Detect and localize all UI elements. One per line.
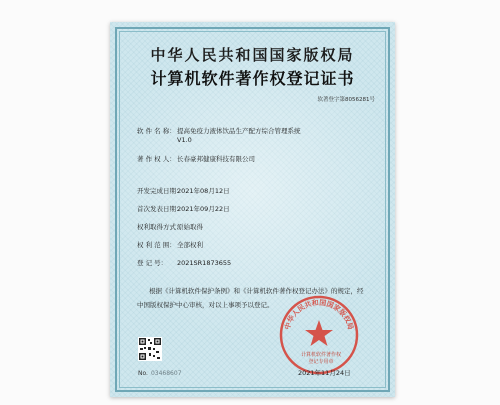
certificate-number: 软著登字第8056281号	[317, 97, 375, 103]
registration-statement-text: 根据《计算机软件保护条例》和《计算机软件著作权登记办法》的规定，经中国版权保护中心审核，对以上事项予以登记。	[137, 287, 364, 309]
registration-number-row	[137, 258, 231, 267]
software-version: V1.0	[177, 136, 192, 144]
seal-caption-line2: 登记专用章	[308, 359, 334, 365]
owner-row	[137, 154, 255, 163]
seal-text: 中华人民共和国国家版权局	[283, 298, 355, 331]
software-name-label: 软 件 名 称：	[137, 127, 176, 135]
registration-number-label: 登 记 号：	[137, 259, 168, 267]
rights-scope-row	[137, 240, 203, 249]
publish-date-row	[137, 204, 230, 213]
serial-number-value: 03468607	[150, 370, 182, 377]
certificate-title: 计算机软件著作权登记证书	[150, 69, 355, 88]
acquire-method-value: 原始取得	[177, 223, 203, 231]
seal-caption	[286, 352, 356, 366]
rights-scope-value: 全部权利	[177, 241, 203, 249]
software-name-row	[137, 126, 301, 135]
certificate	[110, 22, 395, 397]
owner-label: 著 作 权 人：	[137, 155, 176, 163]
issuing-authority: 中华人民共和国国家版权局	[150, 46, 355, 64]
qr-code-icon	[138, 337, 162, 361]
serial-number-label: No.	[138, 370, 148, 377]
publish-date-value: 2021年09月22日	[177, 205, 230, 213]
registration-number-value: 2021SR1873655	[177, 259, 232, 267]
acquire-method-row	[137, 222, 203, 231]
completion-date-row	[137, 186, 230, 195]
owner-value: 长春豪邦健康科技有限公司	[177, 155, 255, 163]
publish-date-label: 首次发表日期：	[137, 205, 183, 213]
rights-scope-label: 权 利 范 围：	[137, 241, 176, 249]
software-name-value: 提高免疫力液体饮品生产配方综合管理系统	[177, 127, 301, 135]
issue-date: 2021年11月24日	[298, 369, 351, 377]
serial-number	[138, 370, 182, 377]
completion-date-label: 开发完成日期：	[137, 187, 183, 195]
seal-caption-line1: 计算机软件著作权	[300, 352, 341, 358]
acquire-method-label: 权利取得方式：	[137, 223, 183, 231]
completion-date-value: 2021年08月12日	[177, 187, 230, 195]
